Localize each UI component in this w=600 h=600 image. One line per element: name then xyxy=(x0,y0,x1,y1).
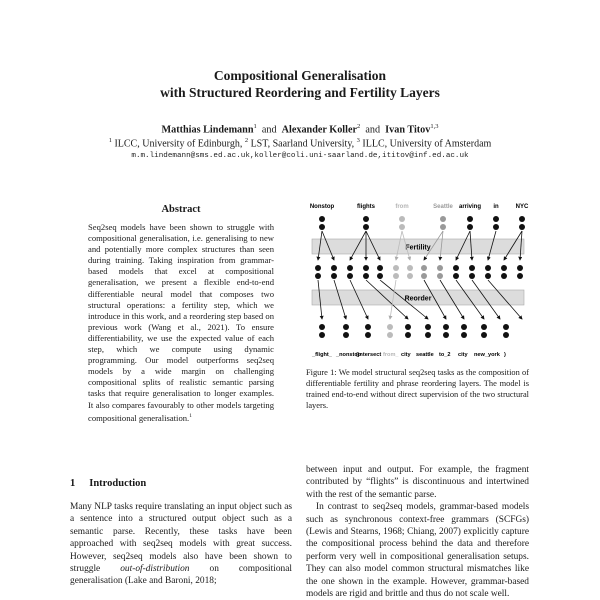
encoder-stack xyxy=(467,216,473,230)
author-name: Matthias Lindemann xyxy=(161,124,254,136)
right-column-text xyxy=(306,464,529,600)
footnote-mark: 1 xyxy=(189,412,192,419)
output-token: city xyxy=(458,352,468,358)
affil-sup: 2 xyxy=(244,137,249,144)
author-list xyxy=(0,123,600,135)
affil-text: LST, Saarland University, xyxy=(250,138,355,150)
fertility-outputs xyxy=(315,265,523,279)
output-token: ) xyxy=(504,352,506,358)
and-word: and xyxy=(365,124,381,136)
intro-text-start: Many NLP tasks require translating an input object such as a sentence into a structured output object such as a semantic parse. Recently, these tasks have been approached with seq2seq models with great success. However, seq2seq models also have been shown to struggle xyxy=(70,502,292,575)
and-word: and xyxy=(261,124,277,136)
encoder-stack xyxy=(319,216,325,230)
output-token: city xyxy=(401,352,411,358)
author-sup: 1,3 xyxy=(430,123,439,130)
output-token: (intersect xyxy=(356,352,382,358)
abstract-body xyxy=(88,222,274,424)
output-token: seattle xyxy=(416,352,434,358)
encoder-stack xyxy=(363,216,369,230)
output-token: new_york xyxy=(474,352,500,358)
intro-text-emphasis: out-of-distribution xyxy=(120,564,190,575)
intro-text-end: on compositional generalisation (Lake and Baroni, 2018; xyxy=(70,564,292,587)
section-title: Introduction xyxy=(89,478,147,489)
affil-sup: 1 xyxy=(108,137,112,144)
affil-text: ILCC, University of Edinburgh, xyxy=(114,138,243,150)
author-name: Ivan Titov xyxy=(385,124,431,136)
section-heading xyxy=(70,478,146,489)
input-encoders xyxy=(319,216,525,230)
figure-1 xyxy=(300,196,532,369)
section-number: 1 xyxy=(70,478,76,489)
title-line-2: with Structured Reordering and Fertility Layers xyxy=(160,85,440,100)
encoder-stack xyxy=(519,216,525,230)
reorder-label: Reorder xyxy=(404,295,432,303)
encoder-stack xyxy=(399,216,405,230)
output-token: to_2 xyxy=(439,352,451,358)
author-sup: 2 xyxy=(357,123,361,130)
figure-caption: Figure 1: We model structural seq2seq tasks as the composition of differentiable fertility and phrase reordering layers. The model is trained end-to-end without direct supervision of the two structural layers. xyxy=(306,368,529,410)
output-nodes xyxy=(319,324,509,338)
input-tokens xyxy=(310,204,529,210)
paper-title xyxy=(0,67,600,101)
author-emails: m.m.lindemann@sms.ed.ac.uk,koller@coli.uni-saarland.de,ititov@inf.ed.ac.uk xyxy=(131,152,469,160)
fertility-label: Fertility xyxy=(405,244,431,252)
affiliations xyxy=(0,137,600,149)
author-sup: 1 xyxy=(253,123,257,130)
input-token: Seattle xyxy=(433,204,453,210)
body-paragraph: between input and output. For example, the fragment contributed by “flights” is discontinuous and intertwined with the rest of the semantic parse. xyxy=(306,465,529,500)
affil-sup: 3 xyxy=(356,137,360,144)
output-token: _nonstop xyxy=(336,352,362,358)
input-token: arriving xyxy=(458,204,482,210)
body-paragraph: In contrast to seq2seq models, grammar-based models such as synchronous context-free grammars (SCFGs) (Lewis and Stearns, 1968; Chiang, 2007) explicitly capture the compositional process behind the data and therefore perform very well in compositional generalisation setups. They can also model common structural mismatches like the one shown in the example. However, grammar-based models are rigid and brittle and thus do not scale well. xyxy=(306,502,529,600)
output-token: from_ xyxy=(383,352,399,358)
input-token: NYC xyxy=(515,204,529,210)
output-token: _flight_ xyxy=(312,352,332,358)
encoder-stack xyxy=(493,216,499,230)
input-token: in xyxy=(493,204,499,210)
intro-paragraph xyxy=(70,501,292,588)
input-token: Nonstop xyxy=(309,204,335,210)
input-token: from xyxy=(395,204,409,210)
affil-text: ILLC, University of Amsterdam xyxy=(362,138,492,150)
input-token: flights xyxy=(357,204,375,210)
abstract-heading: Abstract xyxy=(161,204,201,215)
figure-diagram xyxy=(300,196,532,364)
title-line-1: Compositional Generalisation xyxy=(213,68,387,83)
encoder-stack xyxy=(440,216,446,230)
output-tokens xyxy=(311,352,506,358)
author-name: Alexander Koller xyxy=(281,124,358,136)
abstract-text: Seq2seq models have been shown to struggle with compositional generalisation, i.e. generalising to new and potentially more complex structures than seen during training. Taking inspiration from grammar-based models that excel at compositional generalisation, we present a flexible end-to-end differentiable neural model that composes two structural operations: a fertility step, which we introduce in this work, and a reordering step based on previous work (Wang et al., 2021). To ensure differentiability, we use the expected value of each step, which we compute using dynamic programming. Our model outperforms seq2seq models by a wide margin on challenging compositional splits of realistic semantic parsing tasks that require generalisation to longer examples. It also compares favourably to other models targeting compositional generalisation. xyxy=(88,222,274,423)
